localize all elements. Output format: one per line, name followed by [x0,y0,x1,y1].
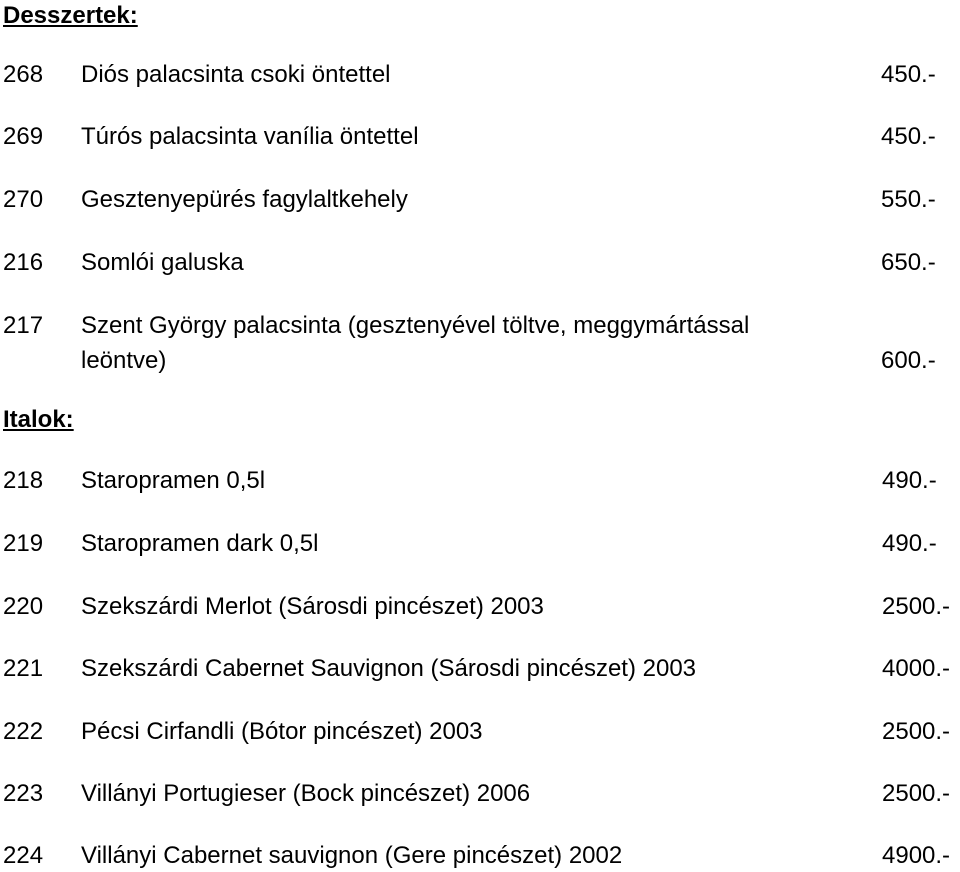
section-title-desszertek: Desszertek: [3,2,138,29]
item-price: 2500.- [882,780,951,807]
item-name: Szent György palacsinta (gesztenyével töltve, meggymártással [81,312,750,339]
item-price: 550.- [881,186,936,213]
item-price: 600.- [881,347,936,374]
item-name: Pécsi Cirfandli (Bótor pincészet) 2003 [81,718,483,745]
item-name: Túrós palacsinta vanília öntettel [81,123,419,150]
item-code: 224 [3,842,44,869]
item-name: Somlói galuska [81,249,244,276]
item-name-line2: leöntve) [81,347,167,374]
item-price: 650.- [881,249,936,276]
item-code: 218 [3,467,44,494]
item-code: 222 [3,718,44,745]
item-name: Villányi Portugieser (Bock pincészet) 2006 [81,780,531,807]
item-price: 450.- [881,61,936,88]
item-price: 490.- [882,530,937,557]
item-name: Gesztenyepürés fagylaltkehely [81,186,408,213]
item-name: Villányi Cabernet sauvignon (Gere pincészet) 2002 [81,842,623,869]
item-name: Staropramen dark 0,5l [81,530,319,557]
item-code: 270 [3,186,44,213]
item-price: 450.- [881,123,936,150]
item-price: 2500.- [882,718,951,745]
item-price: 4900.- [882,842,951,869]
item-price: 2500.- [882,593,951,620]
item-name: Szekszárdi Cabernet Sauvignon (Sárosdi pincészet) 2003 [81,655,697,682]
item-code: 217 [3,312,44,339]
item-price: 490.- [882,467,937,494]
item-code: 223 [3,780,44,807]
item-name: Diós palacsinta csoki öntettel [81,61,391,88]
item-code: 220 [3,593,44,620]
item-code: 268 [3,61,44,88]
item-name: Szekszárdi Merlot (Sárosdi pincészet) 2003 [81,593,544,620]
item-code: 269 [3,123,44,150]
item-name: Staropramen 0,5l [81,467,266,494]
item-code: 219 [3,530,44,557]
section-title-italok: Italok: [3,406,74,433]
item-code: 216 [3,249,44,276]
item-price: 4000.- [882,655,951,682]
item-code: 221 [3,655,44,682]
